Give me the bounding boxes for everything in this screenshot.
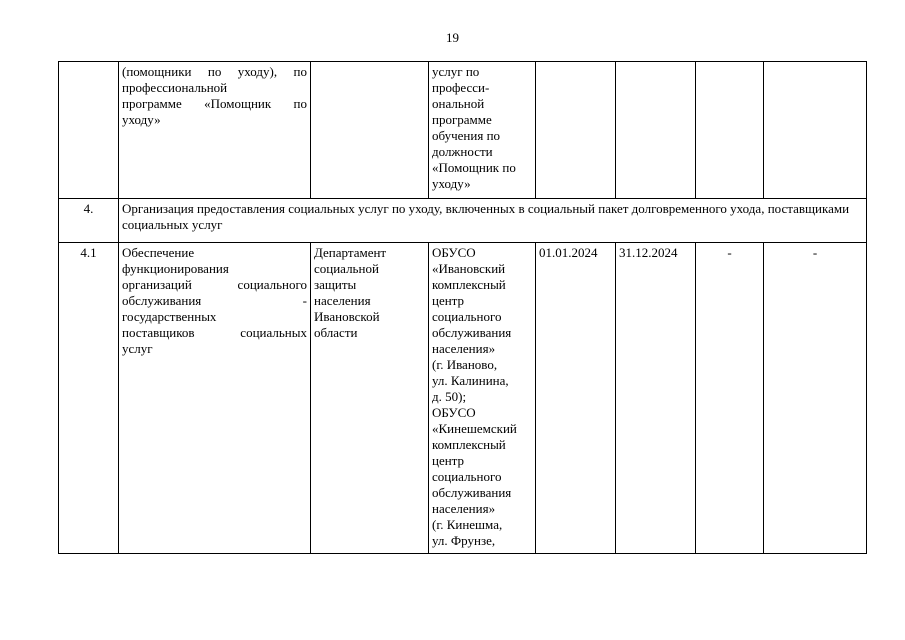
table-row-item [59,243,867,554]
responsible-line: населения [314,293,371,308]
responsible-cell [311,62,429,199]
executor-line: (г. Кинешма, [432,517,503,532]
col7-cell: - [696,243,764,554]
event-line: организаций социального [122,277,307,292]
event-cell [119,62,311,199]
executor-line: социального [432,309,502,324]
responsible-line: Департамент [314,245,387,260]
executor-line: (г. Иваново, [432,357,498,372]
executor-cell [429,62,536,199]
event-line: обслуживания - [122,293,307,308]
executor-line: социального [432,469,502,484]
executor-line: программе [432,112,492,127]
executor-line: ул. Фрунзе, [432,533,496,548]
col8-cell: - [764,243,867,554]
event-line: уходу» [122,112,161,127]
responsible-line: области [314,325,358,340]
executor-line: населения» [432,341,496,356]
executor-line: ональной [432,96,485,111]
executor-line: комплексный [432,437,506,452]
executor-line: центр [432,453,465,468]
executor-line: ОБУСО [432,405,476,420]
row-number-cell: 4.1 [59,243,119,554]
executor-line: обучения по [432,128,501,143]
event-line: государственных [122,309,217,324]
event-line: поставщиков социальных [122,325,307,340]
executor-line: «Помощник по [432,160,516,175]
executor-line: населения» [432,501,496,516]
table-row-section [59,199,867,243]
table-row-continuation [59,62,867,199]
executor-line: д. 50); [432,389,467,404]
event-line: Обеспечение [122,245,195,260]
section-title-cell: Организация предоставления социальных услуг по уходу, включенных в социальный пакет долговременного ухода, поставщиками социальных услуг [119,199,867,243]
executor-line: должности [432,144,493,159]
col7-cell [696,62,764,199]
event-line: программе «Помощник по [122,96,307,111]
executor-line: уходу» [432,176,471,191]
responsible-line: Ивановской [314,309,380,324]
end-date-cell [616,62,696,199]
responsible-line: социальной [314,261,379,276]
event-line: услуг [122,341,153,356]
responsible-cell [311,243,429,554]
event-line: профессиональной [122,80,228,95]
col8-cell [764,62,867,199]
executor-cell [429,243,536,554]
end-date-cell: 31.12.2024 [616,243,696,554]
section-number-cell: 4. [59,199,119,243]
executor-line: обслуживания [432,325,512,340]
executor-line: центр [432,293,465,308]
plan-table [58,61,867,554]
event-line: функционирования [122,261,229,276]
executor-line: обслуживания [432,485,512,500]
executor-line: «Кинешемский [432,421,517,436]
event-line: (помощники по уходу), по [122,64,307,79]
executor-line: професси- [432,80,490,95]
start-date-cell [536,62,616,199]
event-cell [119,243,311,554]
row-number-cell [59,62,119,199]
executor-line: комплексный [432,277,506,292]
executor-line: услуг по [432,64,480,79]
start-date-cell: 01.01.2024 [536,243,616,554]
page-number: 19 [446,30,459,45]
executor-line: ОБУСО [432,245,476,260]
executor-line: ул. Калинина, [432,373,509,388]
responsible-line: защиты [314,277,357,292]
executor-line: «Ивановский [432,261,506,276]
